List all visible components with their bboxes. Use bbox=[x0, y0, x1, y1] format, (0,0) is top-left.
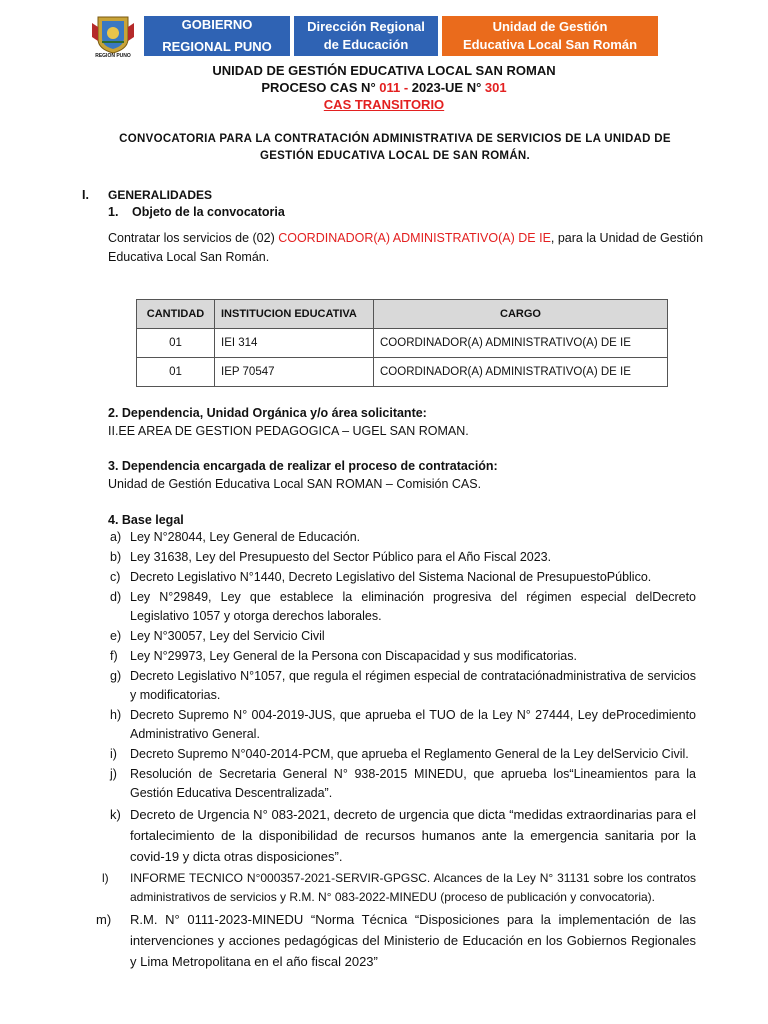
list-item: j) Resolución de Secretaria General N° 938-2015 MINEDU, que aprueba los“Lineamientos para la Gestión Educativa Descentralizada”. bbox=[110, 767, 696, 800]
proceso-title: PROCESO CAS N° 011 - 2023-UE N° 301 bbox=[261, 80, 507, 95]
table-header-row bbox=[137, 300, 668, 329]
table-row bbox=[137, 329, 668, 358]
list-item: e) Ley N°30057, Ley del Servicio Civil bbox=[110, 629, 325, 643]
list-item: a) Ley N°28044, Ley General de Educación. bbox=[110, 530, 361, 544]
list-item: i) Decreto Supremo N°040-2014-PCM, que aprueba el Reglamento General de la Ley delServicio Civil. bbox=[110, 747, 689, 761]
section-number: I. bbox=[82, 188, 89, 202]
cell-cantidad: 01 bbox=[137, 358, 215, 387]
list-item: c) Decreto Legislativo N°1440, Decreto Legislativo del Sistema Nacional de PresupuestoPúblico. bbox=[110, 570, 652, 584]
list-item: f) Ley N°29973, Ley General de la Persona con Discapacidad y sus modificatorias. bbox=[110, 649, 577, 663]
cas-transitorio-title: CAS TRANSITORIO bbox=[323, 97, 445, 112]
list-item: h) Decreto Supremo N° 004-2019-JUS, que aprueba el TUO de la Ley N° 27444, Ley deProcedimiento Administrativo General. bbox=[110, 708, 696, 741]
subsection-title: Objeto de la convocatoria bbox=[132, 205, 285, 219]
cell-institucion: IEI 314 bbox=[215, 329, 374, 358]
list-item: b) Ley 31638, Ley del Presupuesto del Sector Público para el Año Fiscal 2023. bbox=[110, 550, 552, 564]
cell-cantidad: 01 bbox=[137, 329, 215, 358]
document-header bbox=[88, 13, 658, 59]
subsection-number: 1. bbox=[108, 205, 119, 219]
section2-text: II.EE AREA DE GESTION PEDAGOGICA – UGEL SAN ROMAN. bbox=[108, 424, 469, 438]
section3-title: 3. Dependencia encargada de realizar el proceso de contratación: bbox=[108, 459, 498, 473]
col-cantidad: CANTIDAD bbox=[137, 300, 215, 329]
col-institucion: INSTITUCION EDUCATIVA bbox=[215, 300, 374, 329]
col-cargo: CARGO bbox=[374, 300, 668, 329]
section3-text: Unidad de Gestión Educativa Local SAN ROMAN – Comisión CAS. bbox=[108, 477, 482, 491]
cell-cargo: COORDINADOR(A) ADMINISTRATIVO(A) DE IE bbox=[374, 329, 668, 358]
objeto-paragraph: Contratar los servicios de (02) COORDINADOR(A) ADMINISTRATIVO(A) DE IE, para la Unidad de Gestión Educativa Local San Román. bbox=[108, 231, 704, 264]
ugel-box: Unidad de Gestión Educativa Local San Román bbox=[442, 16, 658, 56]
section-title: GENERALIDADES bbox=[108, 188, 213, 202]
direccion-regional-box: Dirección Regional de Educación bbox=[294, 16, 438, 56]
cell-cargo: COORDINADOR(A) ADMINISTRATIVO(A) DE IE bbox=[374, 358, 668, 387]
list-item: g) Decreto Legislativo N°1057, que regula el régimen especial de contrataciónadministrativa de servicios y modificatorias. bbox=[110, 669, 696, 702]
section4-title: 4. Base legal bbox=[108, 513, 184, 527]
cell-institucion: IEP 70547 bbox=[215, 358, 374, 387]
unit-title: UNIDAD DE GESTIÓN EDUCATIVA LOCAL SAN ROMAN bbox=[212, 63, 556, 78]
convocatoria-heading: CONVOCATORIA PARA LA CONTRATACIÓN ADMINISTRATIVA DE SERVICIOS DE LA UNIDAD DE GESTIÓN EDUCATIVA LOCAL DE SAN ROMÁN. bbox=[119, 133, 671, 162]
base-legal-list bbox=[96, 528, 696, 973]
list-item: d) Ley N°29849, Ley que establece la eliminación progresiva del régimen especial delDecreto Legislativo 1057 y otorga derechos laborales. bbox=[110, 590, 696, 623]
table-row bbox=[137, 358, 668, 387]
list-item: l) INFORME TECNICO N°000357-2021-SERVIR-GPGSC. Alcances de la Ley N° 31131 sobre los contratos administrativos de servicios y R.M. N° 083-2022-MINEDU (proceso de publicación y convocatoria). bbox=[102, 871, 696, 904]
gobierno-regional-box: GOBIERNO REGIONAL PUNO bbox=[144, 16, 290, 56]
list-item: m) R.M. N° 0111-2023-MINEDU “Norma Técnica “Disposiciones para la implementación de las intervenciones y acciones pedagógicas del Ministerio de Educación en los Gobiernos Regionales y Lima Metropolitana en el año fiscal 2023” bbox=[96, 912, 696, 969]
list-item: k) Decreto de Urgencia N° 083-2021, decreto de urgencia que dicta “medidas extraordinarias para el fortalecimiento de la disponibilidad de recursos humanos ante la emergencia sanitaria por la covid-19 y dicta otras disposiciones”. bbox=[110, 807, 696, 864]
cargo-table bbox=[136, 299, 668, 387]
region-puno-logo: REGION PUNO bbox=[88, 13, 138, 59]
section2-title: 2. Dependencia, Unidad Orgánica y/o área solicitante: bbox=[108, 406, 427, 420]
